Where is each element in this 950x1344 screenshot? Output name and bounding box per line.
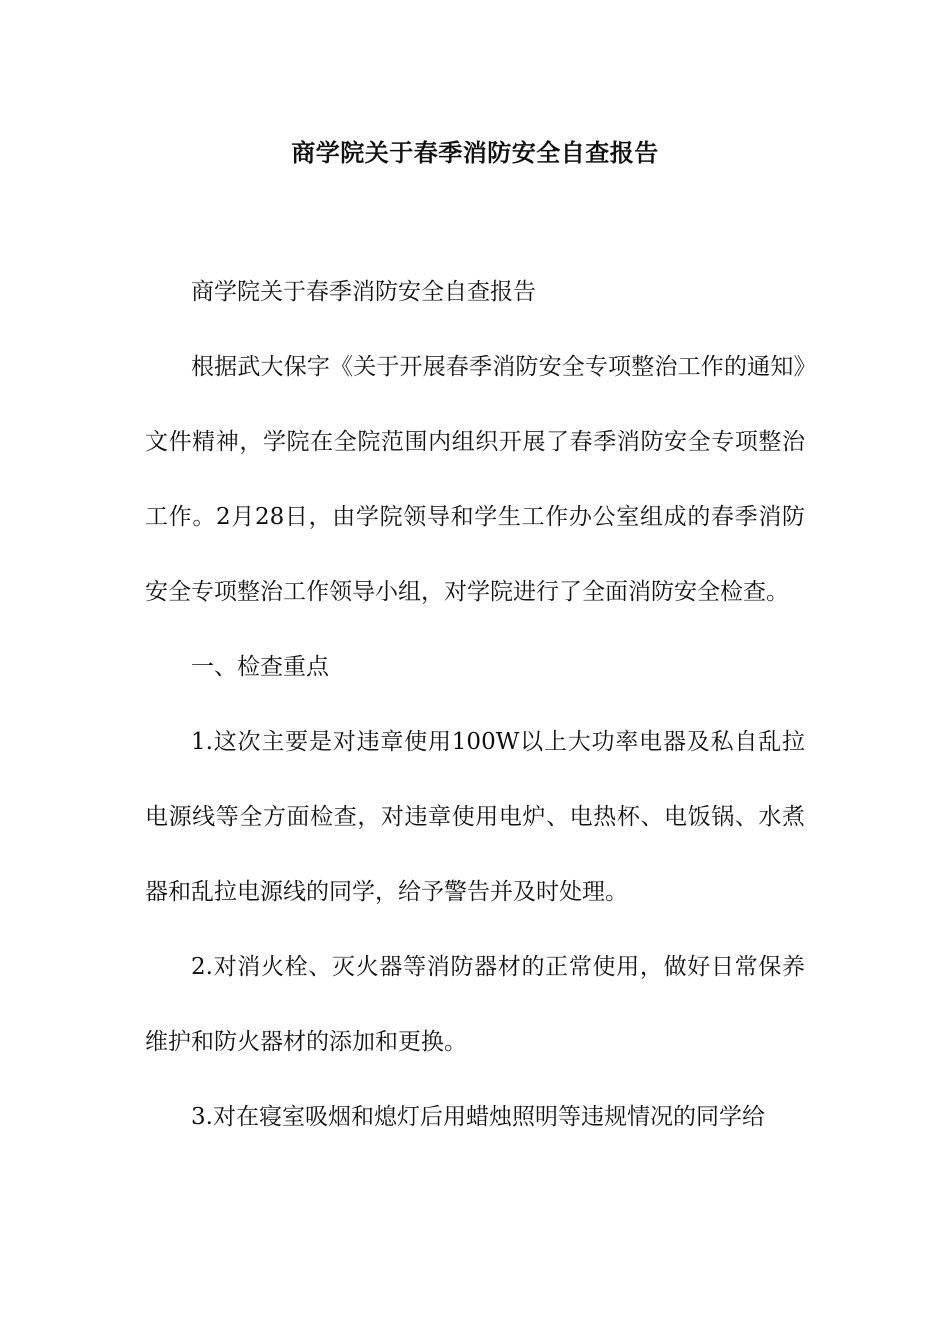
paragraph-subtitle: 商学院关于春季消防安全自查报告: [191, 279, 536, 305]
paragraph-item-3: 3.对在寝室吸烟和熄灯后用蜡烛照明等违规情况的同学给: [191, 1104, 765, 1130]
paragraph-item-1: 1.这次主要是对违章使用100W以上大功率电器及私自乱拉电源线等全方面检查，对违章使用电炉、电热杯、电饭锅、水煮器和乱拉电源线的同学，给予警告并及时处理。: [145, 729, 805, 905]
document-title: 商学院关于春季消防安全自查报告: [291, 139, 659, 167]
section-heading-inspection-focus: 一、检查重点: [191, 654, 329, 680]
paragraph-intro: 根据武大保字《关于开展春季消防安全专项整治工作的通知》文件精神，学院在全院范围内组织开展了春季消防安全专项整治工作。2月28日，由学院领导和学生工作办公室组成的春季消防安全专项整治工作领导小组，对学院进行了全面消防安全检查。: [145, 354, 805, 605]
paragraph-item-2: 2.对消火栓、灭火器等消防器材的正常使用，做好日常保养维护和防火器材的添加和更换。: [145, 954, 805, 1055]
document-body: [145, 255, 805, 1155]
